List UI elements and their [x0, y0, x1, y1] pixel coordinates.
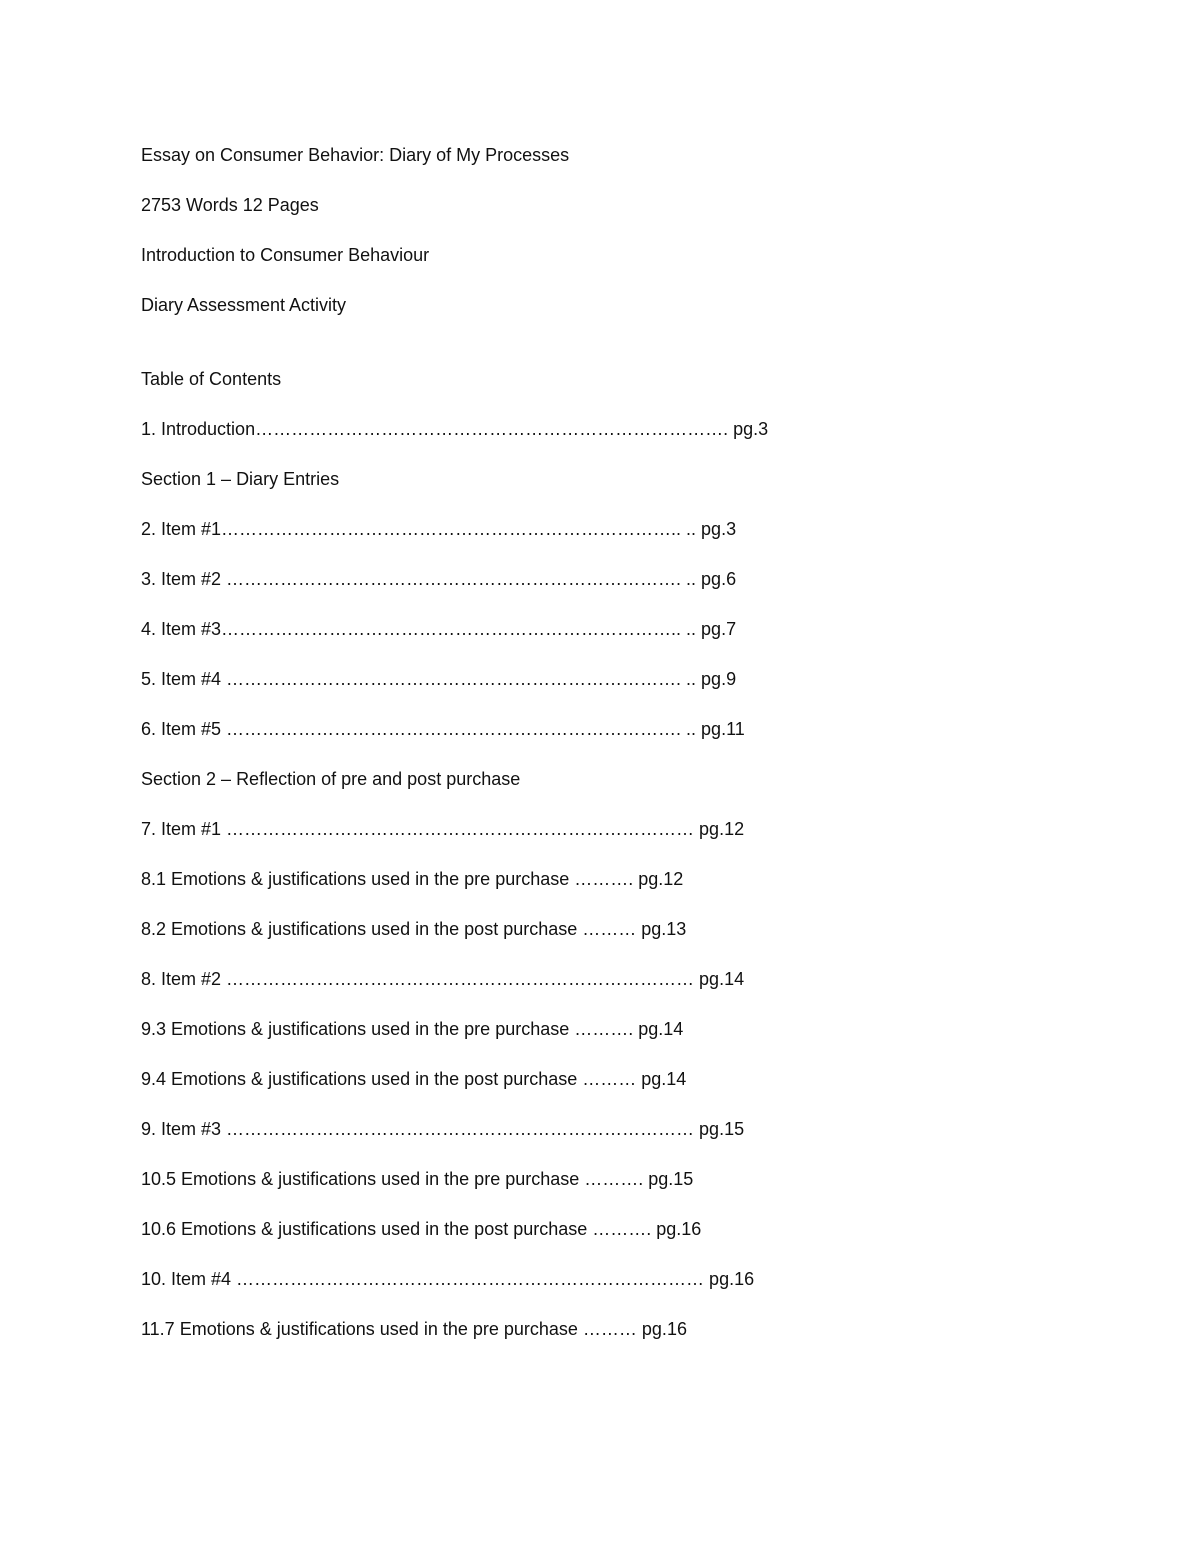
- essay-title: Essay on Consumer Behavior: Diary of My Processes: [141, 145, 570, 165]
- spacer: [141, 317, 1041, 367]
- table-of-contents: [141, 417, 1041, 1341]
- document-content: [141, 143, 1041, 1367]
- word-page-count: 2753 Words 12 Pages: [141, 195, 319, 215]
- toc-entry: 4. Item #3………………………………………………………………….. .. pg.7: [141, 619, 737, 639]
- toc-entry: 3. Item #2 …………………………………………………………………. .. pg.6: [141, 569, 737, 589]
- toc-entry: 8.1 Emotions & justifications used in the pre purchase ………. pg.12: [141, 869, 684, 889]
- course-title: Introduction to Consumer Behaviour: [141, 245, 430, 265]
- toc-section-heading: Section 1 – Diary Entries: [141, 469, 340, 489]
- toc-entry: 2. Item #1………………………………………………………………….. .. pg.3: [141, 519, 737, 539]
- toc-entry: 9.3 Emotions & justifications used in the pre purchase ………. pg.14: [141, 1019, 684, 1039]
- toc-entry: 9.4 Emotions & justifications used in the post purchase ……… pg.14: [141, 1069, 687, 1089]
- assessment-title: Diary Assessment Activity: [141, 295, 347, 315]
- toc-entry: 10.6 Emotions & justifications used in the post purchase ………. pg.16: [141, 1219, 702, 1239]
- toc-entry: 9. Item #3 …………………………………………………………………… pg.15: [141, 1119, 745, 1139]
- toc-entry: 8.2 Emotions & justifications used in the post purchase ……… pg.13: [141, 919, 687, 939]
- toc-entry: 7. Item #1 …………………………………………………………………… pg.12: [141, 819, 745, 839]
- toc-section-heading: Section 2 – Reflection of pre and post purchase: [141, 769, 521, 789]
- toc-entry: 10.5 Emotions & justifications used in the pre purchase ………. pg.15: [141, 1169, 694, 1189]
- toc-entry: 8. Item #2 …………………………………………………………………… pg.14: [141, 969, 745, 989]
- toc-entry: 10. Item #4 …………………………………………………………………… pg.16: [141, 1269, 755, 1289]
- toc-entry: 5. Item #4 …………………………………………………………………. .. pg.9: [141, 669, 737, 689]
- toc-entry: 1. Introduction……………………………………………………………………. pg.3: [141, 419, 769, 439]
- toc-title: Table of Contents: [141, 369, 282, 389]
- toc-entry: 11.7 Emotions & justifications used in the pre purchase ……… pg.16: [141, 1319, 687, 1339]
- toc-entry: 6. Item #5 …………………………………………………………………. .. pg.11: [141, 719, 745, 739]
